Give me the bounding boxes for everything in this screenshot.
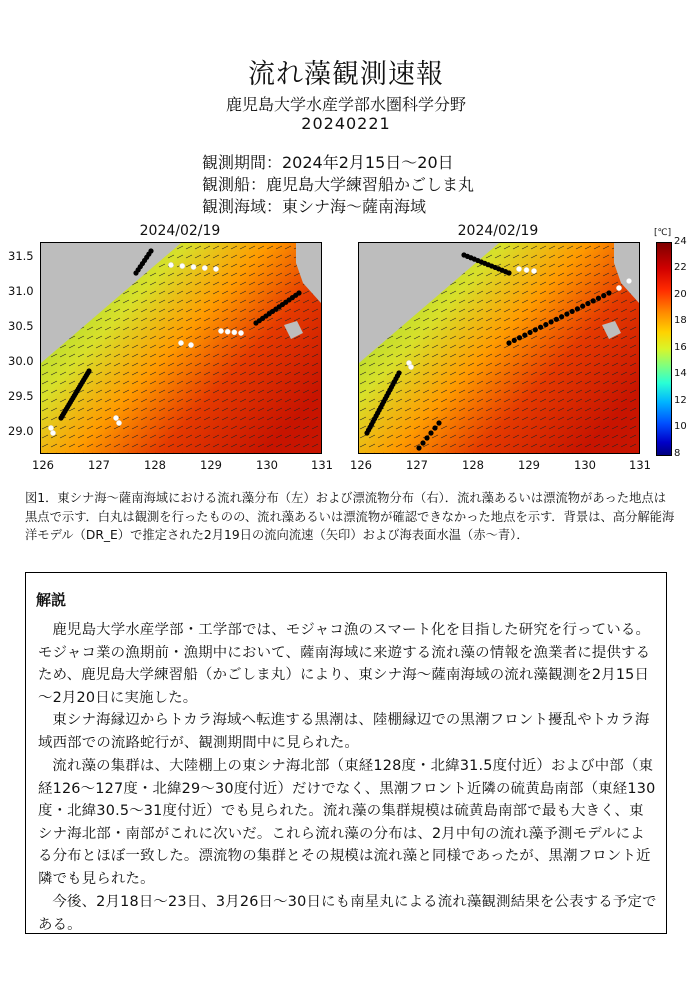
find-point	[559, 314, 564, 319]
left-map-graphic	[41, 243, 321, 453]
find-point	[424, 435, 429, 440]
x-tick: 128	[144, 458, 166, 472]
y-tick: 31.5	[8, 249, 34, 263]
find-point	[436, 420, 441, 425]
x-tick: 127	[88, 458, 110, 472]
explanation-paragraph: 鹿児島大学水産学部・工学部では、モジャコ漁のスマート化を目指した研究を行っている。モジャコ業の漁期前・漁期中において、薩南海域に来遊する流れ藻の情報を漁業者に提供するため、鹿児島大学練習船（かごしま丸）により、東シナ海～薩南海域の流れ藻観測を2月15日～2月20日に実施した。	[38, 622, 651, 706]
colorbar-tick: 18	[674, 315, 687, 326]
no-find-point	[50, 430, 55, 435]
colorbar-unit: [℃]	[654, 228, 672, 238]
no-find-point	[531, 268, 536, 273]
no-find-point	[232, 330, 237, 335]
find-point	[564, 311, 569, 316]
y-tick: 29.0	[8, 424, 34, 438]
find-point	[575, 306, 580, 311]
no-find-point	[191, 264, 196, 269]
no-find-point	[616, 285, 621, 290]
find-point	[396, 370, 401, 375]
find-point	[585, 301, 590, 306]
find-point	[506, 270, 511, 275]
find-point	[527, 330, 532, 335]
find-point	[428, 430, 433, 435]
no-find-point	[113, 415, 118, 420]
find-point	[148, 248, 153, 253]
find-point	[522, 333, 527, 338]
figure-caption: 図1．東シナ海～薩南海域における流れ藻分布（左）および漂流物分布（右）．流れ藻あるいは漂流物があった地点は黒点で示す．白丸は観測を行ったものの、流れ藻あるいは漂流物が確認できなかった地点を示す．背景は、高分解能海洋モデル（DR_E）で推定された2月19日の流向流速（矢印）および海表面水温（赤～青）．	[25, 491, 675, 542]
x-tick: 129	[518, 458, 540, 472]
explanation-box	[25, 572, 667, 934]
no-find-point	[213, 266, 218, 271]
colorbar-tick: 22	[674, 262, 687, 273]
colorbar-tick: 14	[674, 368, 687, 379]
find-point	[420, 440, 425, 445]
no-find-point	[116, 420, 121, 425]
no-find-point	[180, 263, 185, 268]
colorbar-tick: 8	[674, 448, 681, 459]
find-point	[549, 319, 554, 324]
no-find-point	[168, 262, 173, 267]
x-tick: 126	[32, 458, 54, 472]
find-point	[533, 327, 538, 332]
report-title: 流れ藻観測速報	[248, 59, 444, 90]
x-tick: 130	[574, 458, 596, 472]
x-tick: 130	[256, 458, 278, 472]
no-find-point	[516, 266, 521, 271]
sst-colorbar	[656, 242, 672, 456]
explanation-paragraph: 流れ藻の集群は、大陸棚上の東シナ海北部（東経128度・北緯31.5度付近）および中部（東経126～127度・北緯29～30度付近）だけでなく、黒潮フロント近隣の硫黄島南部（東経130度・北緯30.5～31度付近）でも見られた。流れ藻の集群規模は硫黄島南部で最も大きく、東シナ海北部・南部がこれに次いだ。これら流れ藻の分布は、2月中旬の流れ藻予測モデルによる分布とほぼ一致した。漂流物の集群とその規模は流れ藻と同様であったが、黒潮フロント近隣でも見られた。	[38, 758, 656, 887]
find-point	[512, 338, 517, 343]
y-tick: 30.5	[8, 319, 34, 333]
find-point	[580, 304, 585, 309]
x-tick: 128	[462, 458, 484, 472]
colorbar-tick: 24	[674, 236, 687, 247]
seaweed-distribution-map	[40, 242, 322, 454]
observation-vessel: 観測船：鹿児島大学練習船かごしま丸	[202, 175, 475, 194]
find-point	[517, 335, 522, 340]
colorbar-tick: 20	[674, 289, 687, 300]
no-find-point	[408, 364, 413, 369]
find-point	[416, 445, 421, 450]
y-tick: 30.0	[8, 354, 34, 368]
no-find-point	[225, 329, 230, 334]
x-tick: 131	[629, 458, 651, 472]
no-find-point	[202, 265, 207, 270]
find-point	[591, 298, 596, 303]
explanation-paragraph: 今後、2月18日～23日、3月26日～30日にも南星丸による流れ藻観測結果を公表する予定である。	[38, 894, 657, 933]
find-point	[543, 322, 548, 327]
find-point	[606, 290, 611, 295]
find-point	[570, 309, 575, 314]
no-find-point	[178, 340, 183, 345]
observation-area: 観測海域：東シナ海～薩南海域	[202, 197, 427, 216]
observation-period: 観測期間：2024年2月15日～20日	[202, 153, 454, 172]
no-find-point	[48, 425, 53, 430]
find-point	[506, 340, 511, 345]
x-tick: 127	[406, 458, 428, 472]
right-map-graphic	[359, 243, 639, 453]
no-find-point	[188, 342, 193, 347]
debris-distribution-map	[358, 242, 640, 454]
no-find-point	[218, 328, 223, 333]
find-point	[432, 425, 437, 430]
x-tick: 131	[311, 458, 333, 472]
colorbar-tick: 16	[674, 342, 687, 353]
find-point	[601, 293, 606, 298]
no-find-point	[626, 278, 631, 283]
x-tick: 126	[350, 458, 372, 472]
explanation-title: 解説	[36, 591, 67, 609]
find-point	[86, 368, 91, 373]
colorbar-tick: 10	[674, 421, 687, 432]
find-point	[538, 325, 543, 330]
left-map-title: 2024/02/19	[139, 223, 221, 239]
colorbar-tick: 12	[674, 395, 687, 406]
find-point	[596, 296, 601, 301]
report-date: 20240221	[301, 114, 391, 133]
affiliation: 鹿児島大学水産学部水圏科学分野	[225, 95, 466, 114]
x-tick: 129	[200, 458, 222, 472]
no-find-point	[524, 267, 529, 272]
y-tick: 29.5	[8, 389, 34, 403]
no-find-point	[238, 330, 243, 335]
find-point	[296, 290, 301, 295]
y-tick: 31.0	[8, 284, 34, 298]
find-point	[554, 317, 559, 322]
explanation-paragraph: 東シナ海縁辺からトカラ海域へ転進する黒潮は、陸棚縁辺での黒潮フロント擾乱やトカラ海域西部での流路蛇行が、観測期間中に見られた。	[38, 712, 650, 751]
right-map-title: 2024/02/19	[457, 223, 539, 239]
